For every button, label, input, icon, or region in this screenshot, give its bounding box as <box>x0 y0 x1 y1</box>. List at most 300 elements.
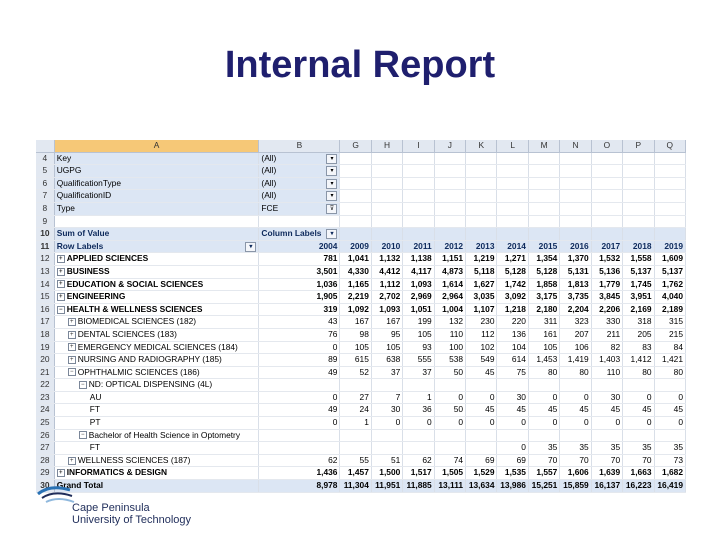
value-cell[interactable] <box>560 429 591 442</box>
expand-icon[interactable]: + <box>57 255 65 263</box>
value-cell[interactable]: 132 <box>434 316 465 329</box>
filter-value-cell[interactable] <box>259 190 340 203</box>
value-cell[interactable]: 5,137 <box>654 265 685 278</box>
value-cell[interactable]: 1 <box>403 391 434 404</box>
value-cell[interactable] <box>259 442 340 455</box>
value-cell[interactable]: 230 <box>466 316 497 329</box>
column-header-j[interactable]: J <box>434 140 465 152</box>
value-cell[interactable]: 0 <box>528 417 559 430</box>
grand-total-value[interactable]: 16,419 <box>654 480 685 493</box>
empty-cell[interactable] <box>371 190 402 203</box>
value-cell[interactable]: 80 <box>623 366 654 379</box>
row-label-cell[interactable] <box>54 265 259 278</box>
column-header-b[interactable]: B <box>259 140 340 152</box>
empty-cell[interactable] <box>466 228 497 241</box>
value-cell[interactable]: 161 <box>528 328 559 341</box>
value-cell[interactable]: 3,175 <box>528 291 559 304</box>
row-label-cell[interactable] <box>54 379 259 392</box>
value-cell[interactable]: 70 <box>560 454 591 467</box>
value-cell[interactable]: 3,735 <box>560 291 591 304</box>
empty-cell[interactable] <box>466 152 497 165</box>
value-cell[interactable]: 36 <box>403 404 434 417</box>
filter-value-cell[interactable] <box>259 152 340 165</box>
value-cell[interactable]: 1,421 <box>654 354 685 367</box>
empty-cell[interactable] <box>528 152 559 165</box>
value-cell[interactable]: 5,137 <box>623 265 654 278</box>
empty-cell[interactable] <box>434 177 465 190</box>
value-cell[interactable] <box>466 442 497 455</box>
value-cell[interactable]: 55 <box>340 454 371 467</box>
empty-cell[interactable] <box>259 215 340 228</box>
empty-cell[interactable] <box>560 152 591 165</box>
value-cell[interactable]: 1,614 <box>434 278 465 291</box>
value-cell[interactable]: 49 <box>259 366 340 379</box>
value-cell[interactable]: 0 <box>591 417 622 430</box>
value-cell[interactable]: 1,092 <box>340 303 371 316</box>
value-cell[interactable]: 0 <box>497 417 528 430</box>
filter-value-cell[interactable] <box>259 165 340 178</box>
row-label-cell[interactable] <box>54 404 259 417</box>
row-label-cell[interactable] <box>54 417 259 430</box>
empty-cell[interactable] <box>403 215 434 228</box>
empty-cell[interactable] <box>434 228 465 241</box>
empty-cell[interactable] <box>434 165 465 178</box>
value-cell[interactable]: 45 <box>497 404 528 417</box>
value-cell[interactable]: 1,609 <box>654 253 685 266</box>
value-cell[interactable]: 1,138 <box>403 253 434 266</box>
empty-cell[interactable] <box>623 165 654 178</box>
row-label-cell[interactable] <box>54 442 259 455</box>
empty-cell[interactable] <box>403 177 434 190</box>
value-cell[interactable]: 35 <box>560 442 591 455</box>
row-label-cell[interactable] <box>54 429 259 442</box>
expand-icon[interactable]: + <box>68 356 76 364</box>
value-cell[interactable]: 45 <box>466 366 497 379</box>
value-cell[interactable] <box>623 379 654 392</box>
filter-value-cell[interactable] <box>259 202 340 215</box>
value-cell[interactable]: 1,051 <box>403 303 434 316</box>
value-cell[interactable]: 1,419 <box>560 354 591 367</box>
value-cell[interactable]: 1,663 <box>623 467 654 480</box>
row-number[interactable]: 27 <box>36 442 54 455</box>
row-number[interactable]: 4 <box>36 152 54 165</box>
empty-cell[interactable] <box>466 202 497 215</box>
value-cell[interactable]: 45 <box>466 404 497 417</box>
column-header-a[interactable]: A <box>54 140 259 152</box>
value-cell[interactable]: 3,951 <box>623 291 654 304</box>
value-cell[interactable]: 0 <box>259 417 340 430</box>
grand-total-value[interactable]: 13,111 <box>434 480 465 493</box>
value-cell[interactable]: 1,532 <box>591 253 622 266</box>
value-cell[interactable]: 1,004 <box>434 303 465 316</box>
row-number[interactable]: 20 <box>36 354 54 367</box>
value-cell[interactable]: 50 <box>434 404 465 417</box>
value-cell[interactable]: 323 <box>560 316 591 329</box>
value-cell[interactable]: 70 <box>623 454 654 467</box>
filter-value-cell[interactable] <box>259 177 340 190</box>
value-cell[interactable]: 0 <box>434 417 465 430</box>
empty-cell[interactable] <box>623 215 654 228</box>
empty-cell[interactable] <box>497 228 528 241</box>
year-header[interactable]: 2013 <box>466 240 497 253</box>
empty-cell[interactable] <box>528 228 559 241</box>
expand-icon[interactable]: + <box>57 293 65 301</box>
column-header-n[interactable]: N <box>560 140 591 152</box>
row-labels-cell[interactable] <box>54 240 259 253</box>
value-cell[interactable]: 70 <box>528 454 559 467</box>
row-label-cell[interactable] <box>54 253 259 266</box>
value-cell[interactable]: 215 <box>654 328 685 341</box>
value-cell[interactable]: 1,457 <box>340 467 371 480</box>
value-cell[interactable]: 30 <box>371 404 402 417</box>
empty-cell[interactable] <box>340 202 371 215</box>
value-cell[interactable]: 98 <box>340 328 371 341</box>
value-cell[interactable]: 69 <box>497 454 528 467</box>
column-labels-dropdown-icon[interactable]: ▾ <box>326 229 337 239</box>
value-cell[interactable]: 7 <box>371 391 402 404</box>
expand-icon[interactable]: + <box>57 280 65 288</box>
value-cell[interactable]: 0 <box>654 417 685 430</box>
value-cell[interactable]: 0 <box>623 391 654 404</box>
row-number[interactable]: 5 <box>36 165 54 178</box>
value-cell[interactable]: 49 <box>259 404 340 417</box>
empty-cell[interactable] <box>528 177 559 190</box>
value-cell[interactable] <box>434 379 465 392</box>
value-cell[interactable]: 318 <box>623 316 654 329</box>
value-cell[interactable]: 4,412 <box>371 265 402 278</box>
empty-cell[interactable] <box>623 152 654 165</box>
grand-total-value[interactable]: 8,978 <box>259 480 340 493</box>
empty-cell[interactable] <box>371 152 402 165</box>
column-header-o[interactable]: O <box>591 140 622 152</box>
value-cell[interactable]: 0 <box>560 391 591 404</box>
value-cell[interactable]: 0 <box>466 417 497 430</box>
empty-cell[interactable] <box>403 202 434 215</box>
expand-icon[interactable]: + <box>68 343 76 351</box>
expand-icon[interactable]: + <box>68 318 76 326</box>
dropdown-arrow-icon[interactable]: ▾ <box>326 179 337 189</box>
row-number[interactable]: 6 <box>36 177 54 190</box>
value-cell[interactable] <box>340 379 371 392</box>
value-cell[interactable]: 1,745 <box>623 278 654 291</box>
value-cell[interactable]: 110 <box>591 366 622 379</box>
value-cell[interactable] <box>434 429 465 442</box>
empty-cell[interactable] <box>654 177 685 190</box>
empty-cell[interactable] <box>497 202 528 215</box>
value-cell[interactable]: 43 <box>259 316 340 329</box>
year-header[interactable]: 2016 <box>560 240 591 253</box>
value-cell[interactable]: 1,218 <box>497 303 528 316</box>
empty-cell[interactable] <box>54 215 259 228</box>
value-cell[interactable] <box>259 429 340 442</box>
grand-total-value[interactable]: 16,223 <box>623 480 654 493</box>
value-cell[interactable]: 0 <box>466 391 497 404</box>
expand-icon[interactable]: + <box>68 331 76 339</box>
value-cell[interactable]: 74 <box>434 454 465 467</box>
value-cell[interactable]: 76 <box>259 328 340 341</box>
empty-cell[interactable] <box>560 177 591 190</box>
row-label-cell[interactable] <box>54 341 259 354</box>
year-header[interactable]: 2017 <box>591 240 622 253</box>
value-cell[interactable]: 5,128 <box>497 265 528 278</box>
empty-cell[interactable] <box>340 165 371 178</box>
value-cell[interactable]: 2,219 <box>340 291 371 304</box>
expand-icon[interactable]: + <box>57 469 65 477</box>
row-label-cell[interactable] <box>54 316 259 329</box>
empty-cell[interactable] <box>403 152 434 165</box>
column-header-k[interactable]: K <box>466 140 497 152</box>
value-cell[interactable]: 538 <box>434 354 465 367</box>
value-cell[interactable]: 93 <box>403 341 434 354</box>
empty-cell[interactable] <box>434 190 465 203</box>
empty-cell[interactable] <box>434 202 465 215</box>
row-number[interactable]: 22 <box>36 379 54 392</box>
value-cell[interactable]: 5,136 <box>591 265 622 278</box>
empty-cell[interactable] <box>371 177 402 190</box>
empty-cell[interactable] <box>654 215 685 228</box>
row-number[interactable]: 12 <box>36 253 54 266</box>
value-cell[interactable]: 1,036 <box>259 278 340 291</box>
value-cell[interactable]: 100 <box>434 341 465 354</box>
empty-cell[interactable] <box>340 177 371 190</box>
empty-cell[interactable] <box>371 215 402 228</box>
empty-cell[interactable] <box>591 215 622 228</box>
value-cell[interactable]: 1,453 <box>528 354 559 367</box>
value-cell[interactable]: 207 <box>560 328 591 341</box>
grand-total-value[interactable]: 11,885 <box>403 480 434 493</box>
value-cell[interactable]: 1,505 <box>434 467 465 480</box>
empty-cell[interactable] <box>497 177 528 190</box>
expand-icon[interactable]: + <box>68 457 76 465</box>
empty-cell[interactable] <box>497 190 528 203</box>
value-cell[interactable]: 315 <box>654 316 685 329</box>
value-cell[interactable]: 1,436 <box>259 467 340 480</box>
empty-cell[interactable] <box>591 190 622 203</box>
value-cell[interactable]: 0 <box>259 391 340 404</box>
value-cell[interactable] <box>591 429 622 442</box>
value-cell[interactable]: 69 <box>466 454 497 467</box>
value-cell[interactable]: 2,964 <box>434 291 465 304</box>
empty-cell[interactable] <box>528 190 559 203</box>
value-cell[interactable]: 638 <box>371 354 402 367</box>
empty-cell[interactable] <box>591 165 622 178</box>
value-cell[interactable] <box>528 429 559 442</box>
value-cell[interactable]: 1,627 <box>466 278 497 291</box>
value-cell[interactable]: 781 <box>259 253 340 266</box>
value-cell[interactable]: 615 <box>340 354 371 367</box>
dropdown-arrow-icon[interactable]: ▾ <box>326 191 337 201</box>
value-cell[interactable]: 330 <box>591 316 622 329</box>
row-label-cell[interactable] <box>54 303 259 316</box>
empty-cell[interactable] <box>528 215 559 228</box>
empty-cell[interactable] <box>403 190 434 203</box>
empty-cell[interactable] <box>560 190 591 203</box>
row-number[interactable]: 9 <box>36 215 54 228</box>
row-number[interactable]: 8 <box>36 202 54 215</box>
value-cell[interactable]: 1,151 <box>434 253 465 266</box>
empty-cell[interactable] <box>466 215 497 228</box>
value-cell[interactable] <box>434 442 465 455</box>
empty-cell[interactable] <box>434 152 465 165</box>
empty-cell[interactable] <box>528 165 559 178</box>
empty-cell[interactable] <box>654 152 685 165</box>
value-cell[interactable] <box>466 379 497 392</box>
row-labels-dropdown-icon[interactable]: ▾ <box>245 242 256 252</box>
row-number[interactable]: 10 <box>36 228 54 241</box>
value-cell[interactable]: 24 <box>340 404 371 417</box>
value-cell[interactable]: 0 <box>654 391 685 404</box>
empty-cell[interactable] <box>466 190 497 203</box>
empty-cell[interactable] <box>591 228 622 241</box>
value-cell[interactable]: 1,093 <box>371 303 402 316</box>
row-number[interactable]: 18 <box>36 328 54 341</box>
empty-cell[interactable] <box>497 165 528 178</box>
value-cell[interactable]: 2,180 <box>528 303 559 316</box>
value-cell[interactable]: 1,535 <box>497 467 528 480</box>
grand-total-label[interactable]: Grand Total <box>54 480 259 493</box>
row-number[interactable]: 15 <box>36 291 54 304</box>
value-cell[interactable]: 45 <box>623 404 654 417</box>
value-cell[interactable] <box>403 442 434 455</box>
empty-cell[interactable] <box>466 165 497 178</box>
value-cell[interactable]: 136 <box>497 328 528 341</box>
year-header[interactable]: 2004 <box>259 240 340 253</box>
value-cell[interactable]: 3,092 <box>497 291 528 304</box>
empty-cell[interactable] <box>560 202 591 215</box>
value-cell[interactable] <box>654 379 685 392</box>
value-cell[interactable]: 2,702 <box>371 291 402 304</box>
value-cell[interactable] <box>371 442 402 455</box>
value-cell[interactable]: 84 <box>654 341 685 354</box>
value-cell[interactable]: 80 <box>654 366 685 379</box>
row-number[interactable]: 25 <box>36 417 54 430</box>
value-cell[interactable]: 220 <box>497 316 528 329</box>
empty-cell[interactable] <box>560 228 591 241</box>
row-number[interactable]: 19 <box>36 341 54 354</box>
empty-cell[interactable] <box>623 228 654 241</box>
value-cell[interactable]: 1,557 <box>528 467 559 480</box>
value-cell[interactable]: 105 <box>340 341 371 354</box>
select-all-corner[interactable] <box>36 140 54 152</box>
collapse-icon[interactable]: − <box>79 381 87 389</box>
value-cell[interactable]: 614 <box>497 354 528 367</box>
value-cell[interactable]: 3,845 <box>591 291 622 304</box>
value-cell[interactable]: 35 <box>528 442 559 455</box>
value-cell[interactable]: 73 <box>654 454 685 467</box>
row-number[interactable]: 30 <box>36 480 54 493</box>
value-cell[interactable]: 0 <box>434 391 465 404</box>
empty-cell[interactable] <box>434 215 465 228</box>
row-label-cell[interactable] <box>54 454 259 467</box>
value-cell[interactable]: 105 <box>371 341 402 354</box>
grand-total-value[interactable]: 15,251 <box>528 480 559 493</box>
row-label-cell[interactable] <box>54 278 259 291</box>
row-number[interactable]: 11 <box>36 240 54 253</box>
column-header-i[interactable]: I <box>403 140 434 152</box>
value-cell[interactable]: 319 <box>259 303 340 316</box>
value-cell[interactable] <box>340 442 371 455</box>
value-cell[interactable] <box>560 379 591 392</box>
value-cell[interactable]: 0 <box>371 417 402 430</box>
value-cell[interactable]: 167 <box>371 316 402 329</box>
value-cell[interactable]: 106 <box>560 341 591 354</box>
value-cell[interactable] <box>497 379 528 392</box>
column-header-g[interactable]: G <box>340 140 371 152</box>
value-cell[interactable]: 52 <box>340 366 371 379</box>
value-cell[interactable]: 89 <box>259 354 340 367</box>
value-cell[interactable] <box>654 429 685 442</box>
value-cell[interactable]: 35 <box>591 442 622 455</box>
row-number[interactable]: 28 <box>36 454 54 467</box>
collapse-icon[interactable]: − <box>79 431 87 439</box>
value-cell[interactable] <box>623 429 654 442</box>
empty-cell[interactable] <box>497 152 528 165</box>
value-cell[interactable]: 37 <box>403 366 434 379</box>
value-cell[interactable]: 75 <box>497 366 528 379</box>
value-cell[interactable]: 35 <box>623 442 654 455</box>
value-cell[interactable]: 45 <box>560 404 591 417</box>
empty-cell[interactable] <box>591 152 622 165</box>
empty-cell[interactable] <box>654 202 685 215</box>
empty-cell[interactable] <box>371 228 402 241</box>
value-cell[interactable]: 1,762 <box>654 278 685 291</box>
value-cell[interactable]: 2,169 <box>623 303 654 316</box>
collapse-icon[interactable]: − <box>68 368 76 376</box>
value-cell[interactable]: 1,500 <box>371 467 402 480</box>
empty-cell[interactable] <box>340 152 371 165</box>
grand-total-value[interactable]: 16,137 <box>591 480 622 493</box>
value-cell[interactable]: 5,118 <box>466 265 497 278</box>
value-cell[interactable]: 102 <box>466 341 497 354</box>
year-header[interactable]: 2015 <box>528 240 559 253</box>
column-header-m[interactable]: M <box>528 140 559 152</box>
value-cell[interactable]: 1,112 <box>371 278 402 291</box>
value-cell[interactable]: 0 <box>497 442 528 455</box>
value-cell[interactable]: 1,813 <box>560 278 591 291</box>
column-labels-cell[interactable] <box>259 228 340 241</box>
value-cell[interactable]: 0 <box>259 341 340 354</box>
value-cell[interactable]: 2,204 <box>560 303 591 316</box>
filter-applied-icon[interactable]: ⊽ <box>326 204 337 214</box>
value-cell[interactable] <box>403 429 434 442</box>
value-cell[interactable]: 104 <box>497 341 528 354</box>
value-cell[interactable] <box>497 429 528 442</box>
value-cell[interactable]: 1,370 <box>560 253 591 266</box>
value-cell[interactable] <box>371 429 402 442</box>
empty-cell[interactable] <box>340 190 371 203</box>
value-cell[interactable]: 35 <box>654 442 685 455</box>
value-cell[interactable]: 2,189 <box>654 303 685 316</box>
year-header[interactable]: 2014 <box>497 240 528 253</box>
empty-cell[interactable] <box>340 228 371 241</box>
filter-label[interactable]: Key <box>54 152 259 165</box>
value-cell[interactable]: 555 <box>403 354 434 367</box>
value-cell[interactable]: 1,682 <box>654 467 685 480</box>
value-cell[interactable] <box>466 429 497 442</box>
value-cell[interactable]: 30 <box>591 391 622 404</box>
value-cell[interactable]: 95 <box>371 328 402 341</box>
grand-total-value[interactable]: 15,859 <box>560 480 591 493</box>
value-cell[interactable]: 1,529 <box>466 467 497 480</box>
value-cell[interactable]: 3,035 <box>466 291 497 304</box>
empty-cell[interactable] <box>403 165 434 178</box>
empty-cell[interactable] <box>466 177 497 190</box>
value-cell[interactable]: 50 <box>434 366 465 379</box>
empty-cell[interactable] <box>654 228 685 241</box>
value-cell[interactable]: 1,041 <box>340 253 371 266</box>
value-cell[interactable]: 1,132 <box>371 253 402 266</box>
row-number[interactable]: 7 <box>36 190 54 203</box>
